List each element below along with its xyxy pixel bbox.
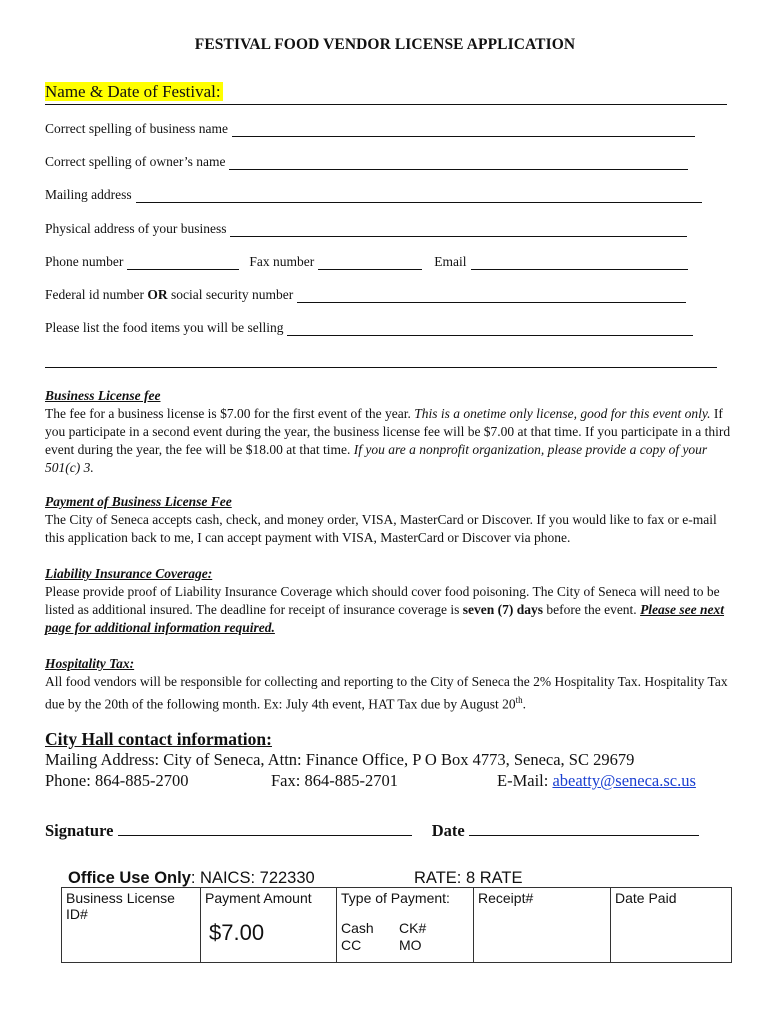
fax-field[interactable]: [318, 257, 422, 270]
date-paid-cell: Date Paid: [611, 888, 732, 963]
hospitality-heading: Hospitality Tax:: [45, 656, 135, 671]
liability-heading: Liability Insurance Coverage:: [45, 566, 213, 581]
contact-email-row: [497, 771, 696, 791]
license-fee-section: [45, 387, 735, 477]
phone-field[interactable]: [127, 257, 239, 270]
hospitality-text: All food vendors will be responsible for collecting and reporting to the City of Seneca the 2% Hospitality Tax. Hospitality Tax due by the 20th of the following month. Ex: July 4th event, HAT Tax due by August 20th.: [45, 674, 728, 712]
payment-text: The City of Seneca accepts cash, check, and money order, VISA, MasterCard or Discover. If you would like to fax or e-mail this application back to me, I can accept payment with VISA, MasterCard or Discover via phone.: [45, 512, 717, 545]
payment-heading: Payment of Business License Fee: [45, 494, 232, 509]
cash-option: Cash: [341, 920, 374, 936]
physical-address-field[interactable]: [230, 224, 687, 237]
check-option: CK#: [399, 920, 427, 936]
federal-id-row: [45, 287, 686, 303]
festival-label: Name & Date of Festival:: [45, 82, 221, 101]
mailing-address-row: [45, 187, 702, 203]
contact-numbers-row: [45, 254, 688, 270]
physical-address-label: Physical address of your business: [45, 221, 227, 236]
contact-heading: City Hall contact information:: [45, 729, 272, 749]
food-items-label: Please list the food items you will be selling: [45, 320, 284, 335]
liability-text: Please provide proof of Liability Insurance Coverage which should cover food poisoning. The City of Seneca will need to be listed as additional insured. The deadline for receipt of insurance coverage is seven (7) days before the event. Please see next page for additional information required.: [45, 584, 725, 635]
fee-amount: $7.00: [209, 920, 265, 945]
food-items-extra-line[interactable]: [45, 367, 717, 368]
festival-name-date-field[interactable]: [45, 82, 727, 105]
payment-type-cell: Type of Payment: Cash CK# CC MO: [337, 888, 474, 963]
date-field[interactable]: [469, 821, 699, 836]
money-order-option: MO: [399, 937, 422, 953]
date-label: Date: [431, 821, 465, 840]
contact-phone: Phone: 864-885-2700: [45, 771, 189, 790]
federal-id-label: Federal id number OR social security number: [45, 287, 294, 302]
payment-type-options: [341, 920, 469, 954]
contact-email-label: E-Mail:: [497, 771, 553, 790]
office-use-label: Office Use Only: [68, 869, 191, 887]
signature-label: Signature: [45, 821, 114, 840]
signature-field[interactable]: [118, 821, 412, 836]
email-field[interactable]: [471, 257, 688, 270]
contact-email-link[interactable]: abeatty@seneca.sc.us: [552, 771, 696, 790]
liability-section: [45, 565, 735, 637]
hospitality-section: [45, 655, 735, 714]
license-fee-heading: Business License fee: [45, 388, 161, 403]
license-fee-text: The fee for a business license is $7.00 for the first event of the year. This is a onetime only license, good for this event only. If you participate in a second event during the year, the business license fee will be $7.00 at that time. If you participate in a third event during the year, the fee will be $18.00 at that time. If you are a nonprofit organization, please provide a copy of your 501(c) 3.: [45, 406, 731, 475]
food-items-field[interactable]: [287, 323, 693, 336]
contact-mailing: Mailing Address: City of Seneca, Attn: Finance Office, P O Box 4773, Seneca, SC 29679: [45, 750, 635, 769]
liability-note: Please see next page for additional information required.: [45, 602, 725, 635]
business-name-label: Correct spelling of business name: [45, 121, 228, 136]
email-label: Email: [434, 254, 467, 269]
physical-address-row: [45, 221, 687, 237]
fax-label: Fax number: [249, 254, 315, 269]
phone-label: Phone number: [45, 254, 124, 269]
owner-name-label: Correct spelling of owner’s name: [45, 154, 226, 169]
credit-card-option: CC: [341, 937, 362, 953]
mailing-address-field[interactable]: [136, 190, 702, 203]
owner-name-row: [45, 154, 688, 170]
food-items-row: [45, 320, 693, 336]
contact-fax: Fax: 864-885-2701: [271, 771, 398, 790]
payment-amount-cell: Payment Amount $7.00: [201, 888, 337, 963]
payment-section: [45, 493, 735, 547]
federal-id-field[interactable]: [297, 290, 686, 303]
business-name-row: [45, 121, 695, 137]
signature-row: [45, 821, 699, 841]
page-title: FESTIVAL FOOD VENDOR LICENSE APPLICATION: [194, 36, 576, 53]
office-use-row: [68, 869, 523, 888]
naics-code: : NAICS: 722330: [190, 869, 315, 887]
receipt-cell: Receipt#: [474, 888, 611, 963]
mailing-address-label: Mailing address: [45, 187, 132, 202]
license-id-cell: Business License ID#: [62, 888, 201, 963]
business-name-field[interactable]: [232, 124, 695, 137]
office-use-table: [61, 887, 732, 963]
owner-name-field[interactable]: [229, 157, 688, 170]
rate-value: RATE: 8 RATE: [414, 869, 523, 887]
